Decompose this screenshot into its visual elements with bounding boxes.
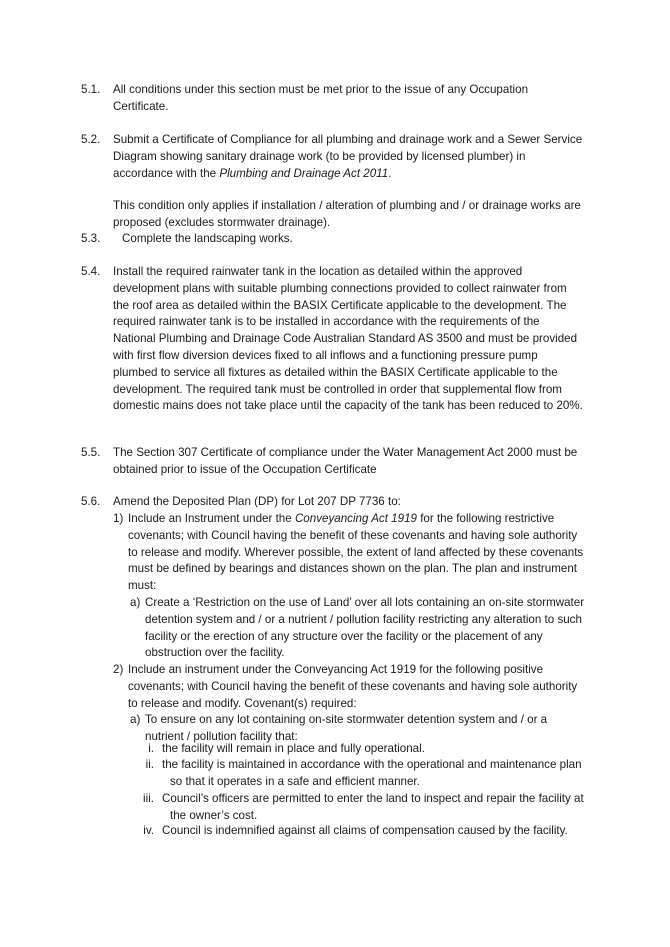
list-point-ii	[130, 757, 589, 791]
condition-text: Amend the Deposited Plan (DP) for Lot 207 DP 7736 to:	[113, 495, 401, 508]
list-point-iii	[130, 791, 589, 825]
condition-text-part: Submit a Certificate of Compliance for all plumbing and drainage work and a Sewer Service Diagram showing sanitary drainage work (to be provided by licensed plumber) in accordance with the	[113, 133, 583, 180]
list-marker: iv.	[143, 824, 154, 837]
list-item-text: the facility is maintained in accordance with the operational and maintenance plan so that it operates in a safe and efficient manner.	[162, 758, 582, 788]
list-marker: a)	[130, 596, 141, 609]
condition-text: Complete the landscaping works.	[122, 232, 293, 245]
condition-text: All conditions under this section must be met prior to the issue of any Occupation Certificate.	[113, 83, 529, 113]
condition-text: Install the required rainwater tank in the location as detailed within the approved development plans with suitable plumbing connections provided to collect rainwater from the roof area as detailed within the BASIX Certificate applicable to the development. The required rainwater tank is to be installed in accordance with the requirements of the National Plumbing and Drainage Code Australian Standard AS 3500 and must be provided with first flow diversion devices fixed to all inflows and a functioning pressure pump plumbed to service all fixtures as detailed within the BASIX Certificate applicable to the development. The required tank must be controlled in order that supplemental flow from domestic mains does not take place until the capacity of the tank has been reduced to 20%.	[113, 265, 583, 413]
act-title: Conveyancing Act 1919	[294, 512, 417, 525]
list-item-text: Council is indemnified against all claims of compensation caused by the facility.	[162, 824, 568, 837]
list-item-text-part: for the following restrictive covenants; with Council having the benefit of these covenants and having sole authority to release and modify. Wherever possible, the extent of land affected by these covenants must be defined by bearings and distances shown on the plan. The plan and instrument must:	[128, 512, 584, 593]
condition-number: 5.6.	[81, 495, 101, 508]
list-item-1	[113, 511, 589, 595]
condition-text: The Section 307 Certificate of compliance under the Water Management Act 2000 must be obtained prior to issue of the Occupation Certificate	[113, 446, 578, 476]
list-point-iv	[130, 823, 589, 840]
condition-note: This condition only applies if installation / alteration of plumbing and / or drainage works are proposed (excludes stormwater drainage).	[113, 199, 581, 229]
list-marker: 2)	[113, 663, 124, 676]
condition-number: 5.4.	[81, 265, 101, 278]
list-item-2	[113, 662, 589, 712]
list-marker: i.	[148, 742, 154, 755]
condition-number: 5.1.	[81, 83, 101, 96]
condition-text	[113, 132, 584, 182]
list-item-text-part: Include an Instrument under the	[128, 512, 295, 525]
list-marker: a)	[130, 713, 141, 726]
list-marker: iii.	[143, 792, 154, 805]
list-item-text: the facility will remain in place and fully operational.	[162, 742, 425, 755]
condition-number: 5.3.	[81, 232, 101, 245]
list-item-text: Council’s officers are permitted to enter the land to inspect and repair the facility at the owner’s cost.	[162, 792, 584, 822]
list-point-i	[130, 741, 589, 758]
list-item-text: To ensure on any lot containing on-site stormwater detention system and / or a nutrient / pollution facility that:	[145, 713, 548, 743]
list-subitem-1a	[130, 595, 589, 662]
condition-text-part: .	[388, 166, 392, 180]
list-item-text: Create a ‘Restriction on the use of Land’ over all lots containing an on-site stormwater detention system and / or a nutrient / pollution facility restricting any alteration to such facility or the erection of any structure over the facility or the placement of any obstruction over the facility.	[145, 596, 585, 660]
list-item-text	[128, 511, 589, 595]
list-item-text: Include an instrument under the Conveyancing Act 1919 for the following positive covenants; with Council having the benefit of these covenants and having sole authority to release and modify. Covenant(s) required:	[128, 663, 578, 710]
act-title: Plumbing and Drainage Act 2011	[219, 166, 389, 180]
condition-number: 5.5.	[81, 446, 101, 459]
list-marker: 1)	[113, 512, 124, 525]
list-marker: ii.	[145, 758, 154, 771]
condition-number: 5.2.	[81, 133, 101, 146]
